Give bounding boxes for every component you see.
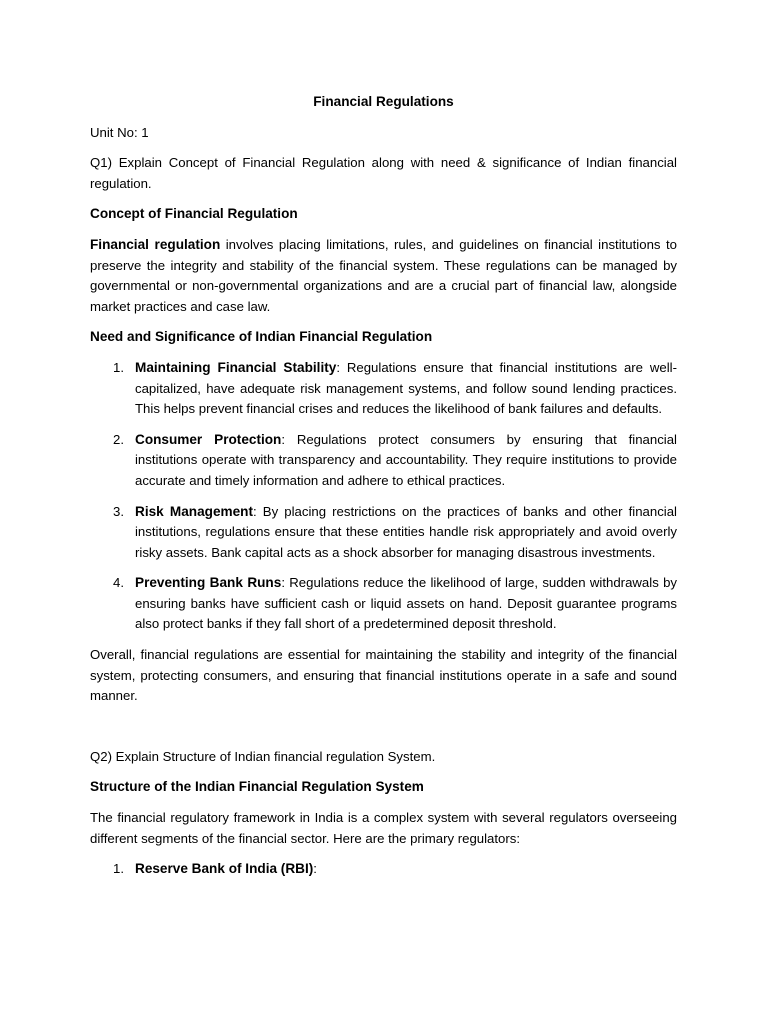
list-item-term: Preventing Bank Runs (135, 575, 282, 591)
list-item-text: : Regulations reduce the likelihood of large, sudden withdrawals by ensuring banks have sufficient cash or liquid assets on hand. Deposit guarantee programs also protect banks if they fall short of a predetermined deposit threshold. (135, 575, 678, 632)
concept-term: Financial regulation (90, 236, 221, 252)
list-item-text: : Regulations protect consumers by ensuring that financial institutions operate with transparency and accountability. They require institutions to provide accurate and timely information and adhere to ethical practices. (135, 431, 677, 488)
list-item (90, 502, 677, 564)
section-gap (90, 717, 677, 747)
list-number: 1. (113, 861, 124, 877)
list-item-text: : By placing restrictions on the practices of banks and other financial institutions, regulations ensure that these entities handle risk appropriately and avoid overly risky assets. Bank capital acts as a shock absorber for managing disastrous investments. (135, 503, 677, 560)
list-item (90, 573, 677, 635)
concept-heading: Concept of Financial Regulation (90, 206, 298, 222)
overall-paragraph: Overall, financial regulations are essential for maintaining the stability and integrity of the financial system, protecting consumers, and ensuring that financial institutions operate in a safe and sound manner. (90, 647, 677, 704)
list-item (90, 859, 677, 880)
list-item-text: : (313, 861, 317, 877)
list-item (90, 430, 677, 492)
unit-number: Unit No: 1 (90, 124, 149, 140)
question-2: Q2) Explain Structure of Indian financial regulation System. (90, 748, 436, 764)
list-number: 1. (113, 359, 124, 375)
need-heading: Need and Significance of Indian Financial Regulation (90, 329, 433, 345)
list-item-text: : Regulations ensure that financial institutions are well-capitalized, have adequate risk management systems, and follow sound lending practices. This helps prevent financial crises and reduces the likelihood of bank failures and defaults. (135, 359, 677, 417)
list-number: 2. (113, 431, 124, 447)
question-1: Q1) Explain Concept of Financial Regulation along with need & significance of Indian financial regulation. (90, 155, 677, 191)
list-item-term: Consumer Protection (135, 431, 282, 447)
concept-text: involves placing limitations, rules, and guidelines on financial institutions to preserve the integrity and stability of the financial system. These regulations can be managed by governmental or non-governmental organizations and are a crucial part of financial law, alongside market practices and case law. (90, 236, 677, 314)
document-content (90, 92, 677, 890)
list-item-term: Maintaining Financial Stability (135, 359, 337, 375)
list-number: 4. (113, 575, 124, 591)
structure-heading: Structure of the Indian Financial Regulation System (90, 779, 424, 795)
document-title: Financial Regulations (313, 94, 454, 109)
concept-paragraph (90, 235, 677, 317)
list-item-term: Reserve Bank of India (RBI) (135, 861, 314, 877)
list-item-term: Risk Management (135, 503, 254, 519)
need-list (90, 358, 677, 635)
list-item (90, 358, 677, 420)
structure-list (90, 859, 677, 880)
structure-paragraph: The financial regulatory framework in India is a complex system with several regulators overseeing different segments of the financial sector. Here are the primary regulators: (90, 810, 677, 846)
list-number: 3. (113, 503, 124, 519)
